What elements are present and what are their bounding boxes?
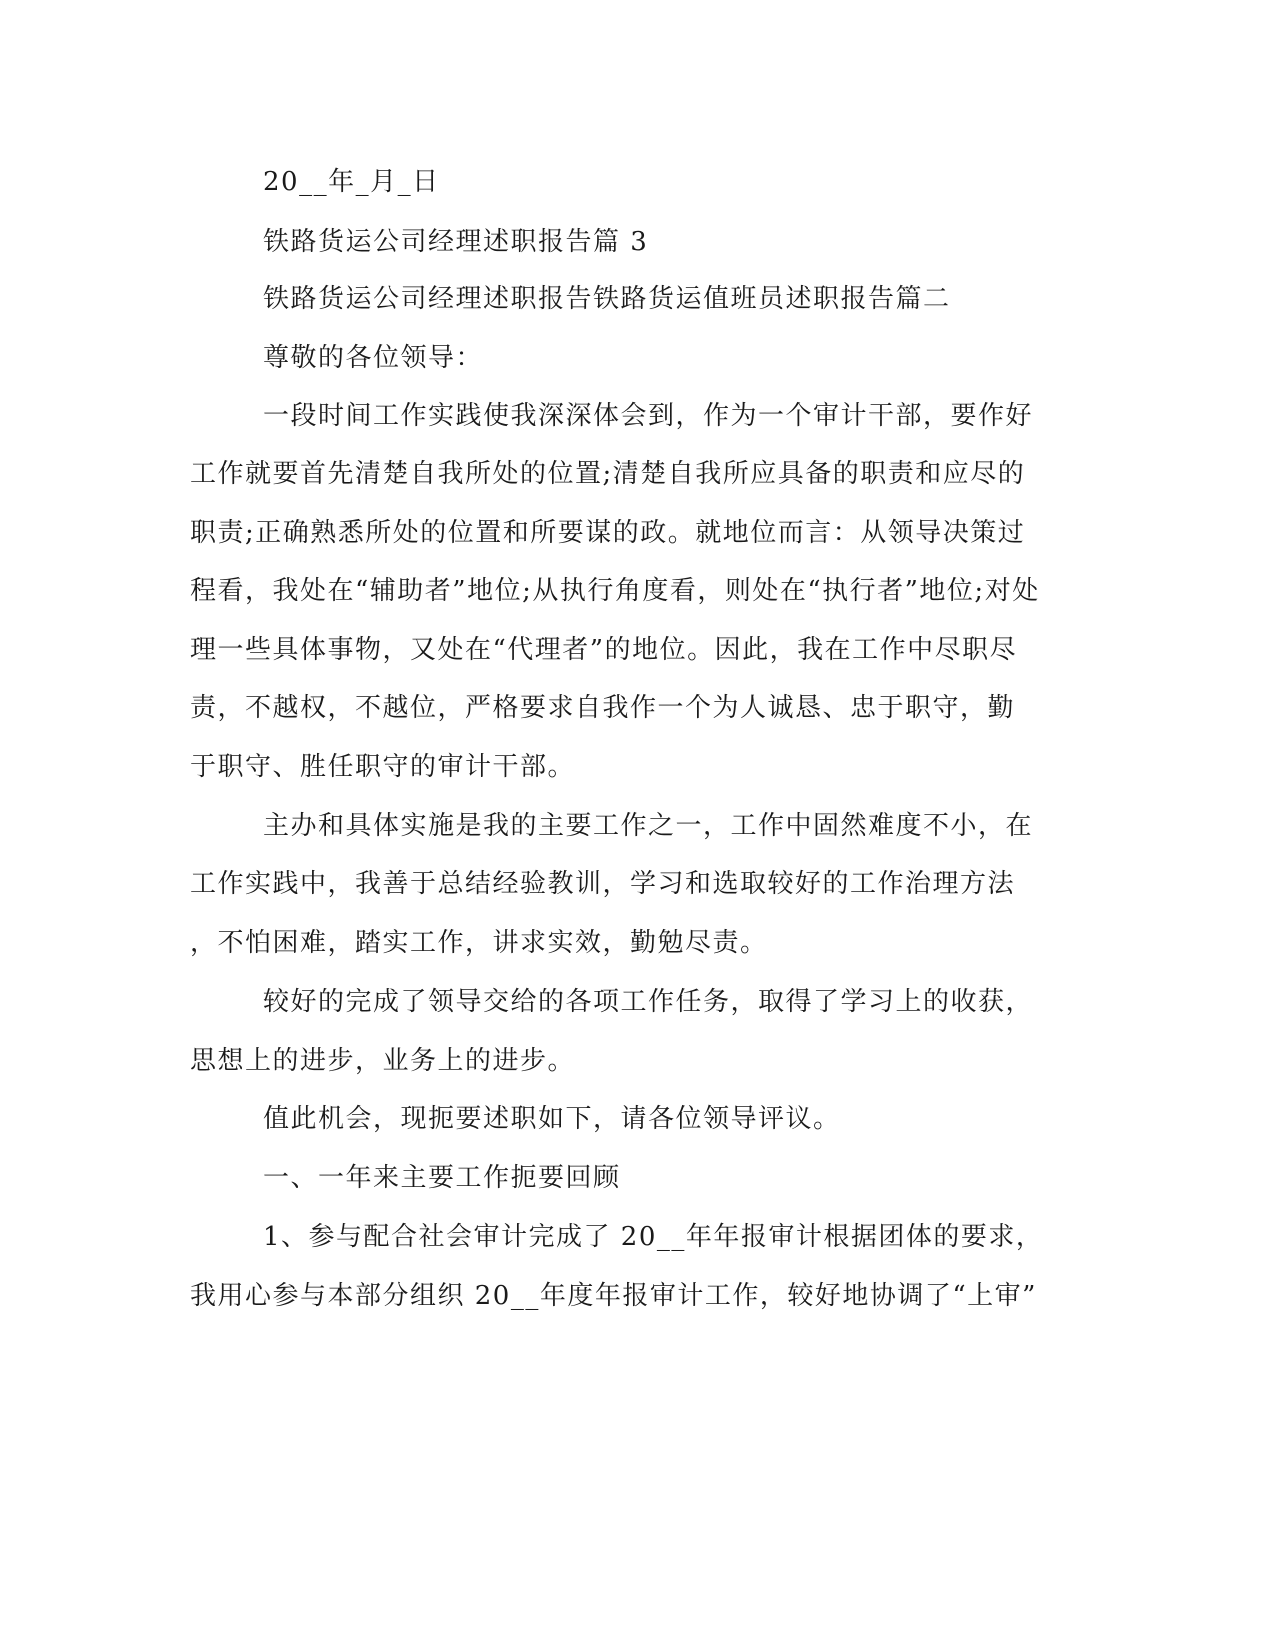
paragraph-line: 一段时间工作实践使我深深体会到，作为一个审计干部，要作好: [263, 401, 1034, 431]
report-title: 铁路货运公司经理述职报告铁路货运值班员述职报告篇二: [263, 284, 951, 314]
paragraph-line: 理一些具体事物，又处在“代理者”的地位。因此，我在工作中尽职尽: [190, 635, 1018, 665]
paragraph-line: 工作实践中，我善于总结经验教训，学习和选取较好的工作治理方法: [190, 869, 1016, 899]
section-heading: 一、一年来主要工作扼要回顾: [263, 1163, 621, 1193]
paragraph-line: 值此机会，现扼要述职如下，请各位领导评议。: [263, 1104, 841, 1134]
paragraph-line: 我用心参与本部分组织 20__年度年报审计工作，较好地协调了“上审”: [190, 1281, 1037, 1311]
paragraph-line: 于职守、胜任职守的审计干部。: [190, 752, 576, 782]
section-title: 铁路货运公司经理述职报告篇 3: [263, 227, 649, 257]
paragraph-line: 程看，我处在“辅助者”地位;从执行角度看，则处在“执行者”地位;对处: [190, 576, 1040, 606]
paragraph-line: 思想上的进步，业务上的进步。: [190, 1046, 576, 1076]
paragraph-line: 1、参与配合社会审计完成了 20__年年报审计根据团体的要求，: [263, 1222, 1044, 1252]
paragraph-line: 主办和具体实施是我的主要工作之一，工作中固然难度不小，在: [263, 811, 1034, 841]
salutation: 尊敬的各位领导：: [263, 343, 484, 373]
paragraph-line: 较好的完成了领导交给的各项工作任务，取得了学习上的收获，: [263, 987, 1034, 1017]
paragraph-line: 工作就要首先清楚自我所处的位置;清楚自我所应具备的职责和应尽的: [190, 459, 1026, 489]
date-line: 20__年_月_日: [263, 167, 440, 197]
paragraph-line: 责，不越权，不越位，严格要求自我作一个为人诚恳、忠于职守，勤: [190, 693, 1016, 723]
paragraph-line: 职责;正确熟悉所处的位置和所要谋的政。就地位而言：从领导决策过: [190, 518, 1026, 548]
paragraph-line: ，不怕困难，踏实工作，讲求实效，勤勉尽责。: [190, 928, 768, 958]
